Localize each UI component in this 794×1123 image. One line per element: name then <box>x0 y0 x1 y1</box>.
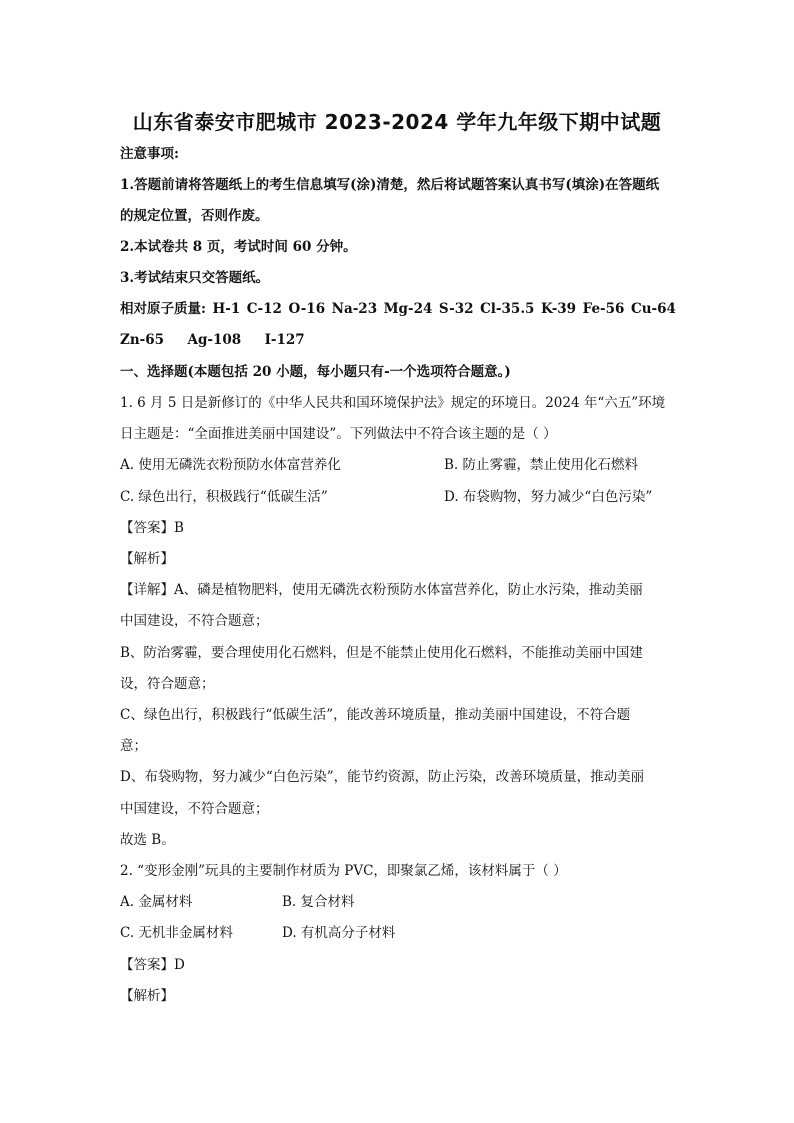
q1-detail: C、绿色出行，积极践行“低碳生活”，能改善环境质量，推动美丽中国建设，不符合题 <box>120 707 631 723</box>
notice-item-1-cont: 的规定位置，否则作废。 <box>120 208 269 224</box>
atomic-mass: Ag-108 <box>187 332 242 348</box>
q1-option-d: D. 布袋购物，努力减少“白色污染” <box>444 489 653 505</box>
q1-detail: 中国建设，不符合题意； <box>120 613 269 629</box>
q2-analysis: 【解析】 <box>120 988 174 1004</box>
q2-option-d: D. 有机高分子材料 <box>282 925 396 941</box>
q1-option-a: A. 使用无磷洗衣粉预防水体富营养化 <box>120 457 341 473</box>
q2-answer: 【答案】D <box>120 957 185 973</box>
atomic-masses-row-2 <box>120 330 305 350</box>
q1-detail: 意； <box>120 738 147 754</box>
q2-stem: 2. “变形金刚”玩具的主要制作材质为 PVC，即聚氯乙烯，该材料属于（ ） <box>120 863 567 879</box>
q1-stem: 1. 6 月 5 日是新修订的《中华人民共和国环境保护法》规定的环境日。2024 年“六五”环境 <box>120 395 666 411</box>
q1-stem-cont: 日主题是：“全面推进美丽中国建设”。下列做法中不符合该主题的是（ ） <box>120 426 557 442</box>
q2-option-a: A. 金属材料 <box>120 894 193 910</box>
atomic-mass: Cl-35.5 <box>480 301 535 317</box>
q1-detail: B、防治雾霾，要合理使用化石燃料，但是不能禁止使用化石燃料，不能推动美丽中国建 <box>120 645 643 661</box>
atomic-masses-row-1 <box>120 299 676 319</box>
q1-option-c: C. 绿色出行，积极践行“低碳生活” <box>120 489 328 505</box>
atomic-mass: Cu-64 <box>630 301 676 317</box>
q1-conclusion: 故选 B。 <box>120 832 175 848</box>
notice-item-2: 2.本试卷共 8 页，考试时间 60 分钟。 <box>120 239 357 255</box>
notice-item-3: 3.考试结束只交答题纸。 <box>120 270 270 286</box>
page-title: 山东省泰安市肥城市 2023-2024 学年九年级下期中试题 <box>132 110 662 134</box>
atomic-mass: Na-23 <box>331 301 378 317</box>
atomic-mass: Zn-65 <box>120 332 165 348</box>
section-heading: 一、选择题(本题包括 20 小题，每小题只有-一个选项符合题意。) <box>120 364 511 380</box>
atomic-mass: S-32 <box>438 301 474 317</box>
atomic-mass: Fe-56 <box>582 301 625 317</box>
q1-detail: 中国建设，不符合题意； <box>120 801 269 817</box>
q1-detail: D、布袋购物，努力减少“白色污染”，能节约资源，防止污染，改善环境质量，推动美丽 <box>120 769 645 785</box>
atomic-mass: C-12 <box>246 301 282 317</box>
atomic-mass: H-1 <box>212 301 241 317</box>
notice-heading: 注意事项: <box>120 146 179 162</box>
atomic-masses-label: 相对原子质量: <box>120 301 206 317</box>
atomic-mass: O-16 <box>288 301 326 317</box>
q1-option-b: B. 防止雾霾，禁止使用化石燃料 <box>444 457 639 473</box>
notice-item-1: 1.答题前请将答题纸上的考生信息填写(涂)清楚，然后将试题答案认真书写(填涂)在答题纸 <box>120 177 660 193</box>
atomic-mass: I-127 <box>264 332 305 348</box>
q1-detail: 【详解】A、磷是植物肥料，使用无磷洗衣粉预防水体富营养化，防止水污染，推动美丽 <box>120 582 643 598</box>
q2-option-b: B. 复合材料 <box>282 894 355 910</box>
q2-option-c: C. 无机非金属材料 <box>120 925 233 941</box>
q1-answer: 【答案】B <box>120 520 184 536</box>
atomic-mass: K-39 <box>540 301 577 317</box>
q1-analysis: 【解析】 <box>120 551 174 567</box>
atomic-mass: Mg-24 <box>383 301 433 317</box>
q1-detail: 设，符合题意； <box>120 676 215 692</box>
